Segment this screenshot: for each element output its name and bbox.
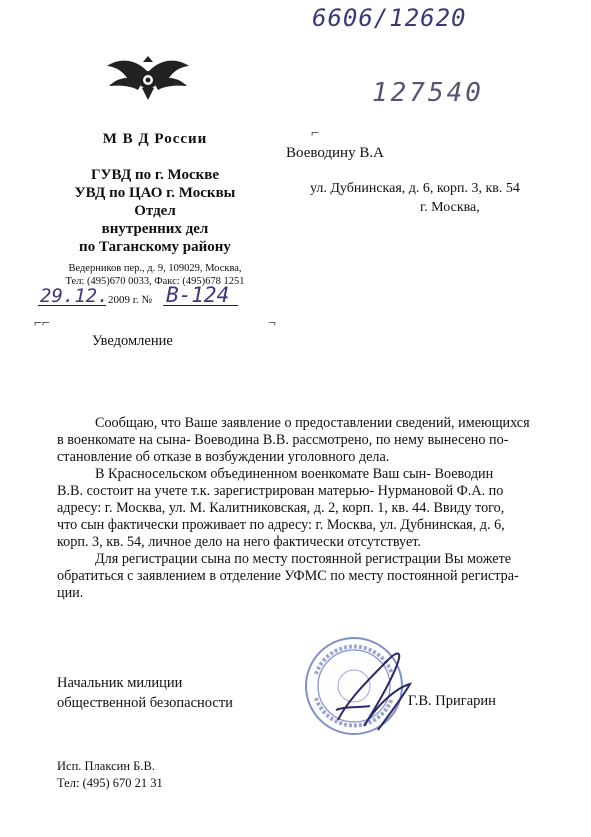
agency-address-line: Ведерников пер., д. 9, 109029, Москва, xyxy=(68,263,242,274)
corner-bracket-right: ¬ xyxy=(268,316,276,331)
executor-block xyxy=(57,758,163,792)
text-line: обратиться с заявлением в отделение УФМС по месту постоянной регистра- xyxy=(57,568,519,584)
ministry-title: М В Д России xyxy=(102,131,208,147)
handwritten-signature xyxy=(318,640,428,740)
date-number-line xyxy=(38,285,258,311)
agency-line: ГУВД по г. Москве xyxy=(90,167,220,183)
agency-line: внутренних дел xyxy=(101,221,209,237)
paragraph-3 xyxy=(57,551,557,602)
text-line: корп. 3, кв. 54, личное дело на него фактически отсутствует. xyxy=(57,534,421,550)
handwritten-date: 29.12. xyxy=(40,285,109,307)
signer-position-line: Начальник милиции xyxy=(57,675,183,691)
text-line: адресу: г. Москва, ул. М. Калитниковская, д. 2, корп. 1, кв. 44. Ввиду того, xyxy=(57,500,505,516)
recipient-name: Воеводину В.А xyxy=(286,145,384,161)
text-line: Сообщаю, что Ваше заявление о предоставлении сведений, имеющихся xyxy=(95,415,530,431)
recipient-street: ул. Дубнинская, д. 6, корп. 3, кв. 54 xyxy=(310,181,520,196)
handwritten-number: В-124 xyxy=(166,283,230,307)
text-line: становление об отказе в возбуждении уголовного дела. xyxy=(57,449,390,465)
double-headed-eagle-emblem xyxy=(105,52,191,104)
text-line: ции. xyxy=(57,585,84,601)
document-type: Уведомление xyxy=(92,333,173,349)
paragraph-2 xyxy=(57,466,557,551)
incoming-number: 127540 xyxy=(372,78,484,108)
text-line: в военкомате на сына- Воеводина В.В. рассмотрено, по нему вынесено по- xyxy=(57,432,509,448)
year-and-number-label: 2009 г. № xyxy=(108,294,153,306)
date-underline xyxy=(38,305,106,306)
executor-phone: Тел: (495) 670 21 31 xyxy=(57,776,163,790)
signer-name: Г.В. Пригарин xyxy=(408,693,496,709)
text-line: В Красносельском объединенном военкомате Ваш сын- Воеводин xyxy=(95,466,494,482)
body-text xyxy=(57,415,557,602)
number-underline xyxy=(163,305,238,306)
text-line: В.В. состоит на учете т.к. зарегистрирован матерью- Нурмановой Ф.А. по xyxy=(57,483,504,499)
paragraph-1 xyxy=(57,415,557,466)
recipient-city: г. Москва, xyxy=(420,200,480,215)
signer-position-line: общественной безопасности xyxy=(57,695,233,711)
agency-line: Отдел xyxy=(134,203,176,219)
signer-position xyxy=(57,673,233,713)
corner-bracket-left: ⌐⌐ xyxy=(34,316,50,331)
agency-phone-line: Тел: (495)670 0033, Факс: (495)678 1251 xyxy=(65,276,245,287)
text-line: что сын фактически проживает по адресу: г. Москва, ул. Дубнинская, д. 6, xyxy=(57,517,505,533)
stamp-number: 6606/12620 xyxy=(312,4,467,32)
agency-line: по Таганскому району xyxy=(79,239,231,255)
recipient-corner-bracket: ⌐ xyxy=(311,126,319,141)
text-line: Для регистрации сына по месту постоянной регистрации Вы можете xyxy=(95,551,512,567)
executor-name: Исп. Плаксин Б.В. xyxy=(57,759,155,773)
agency-line: УВД по ЦАО г. Москвы xyxy=(74,185,236,201)
agency-block xyxy=(40,166,270,256)
